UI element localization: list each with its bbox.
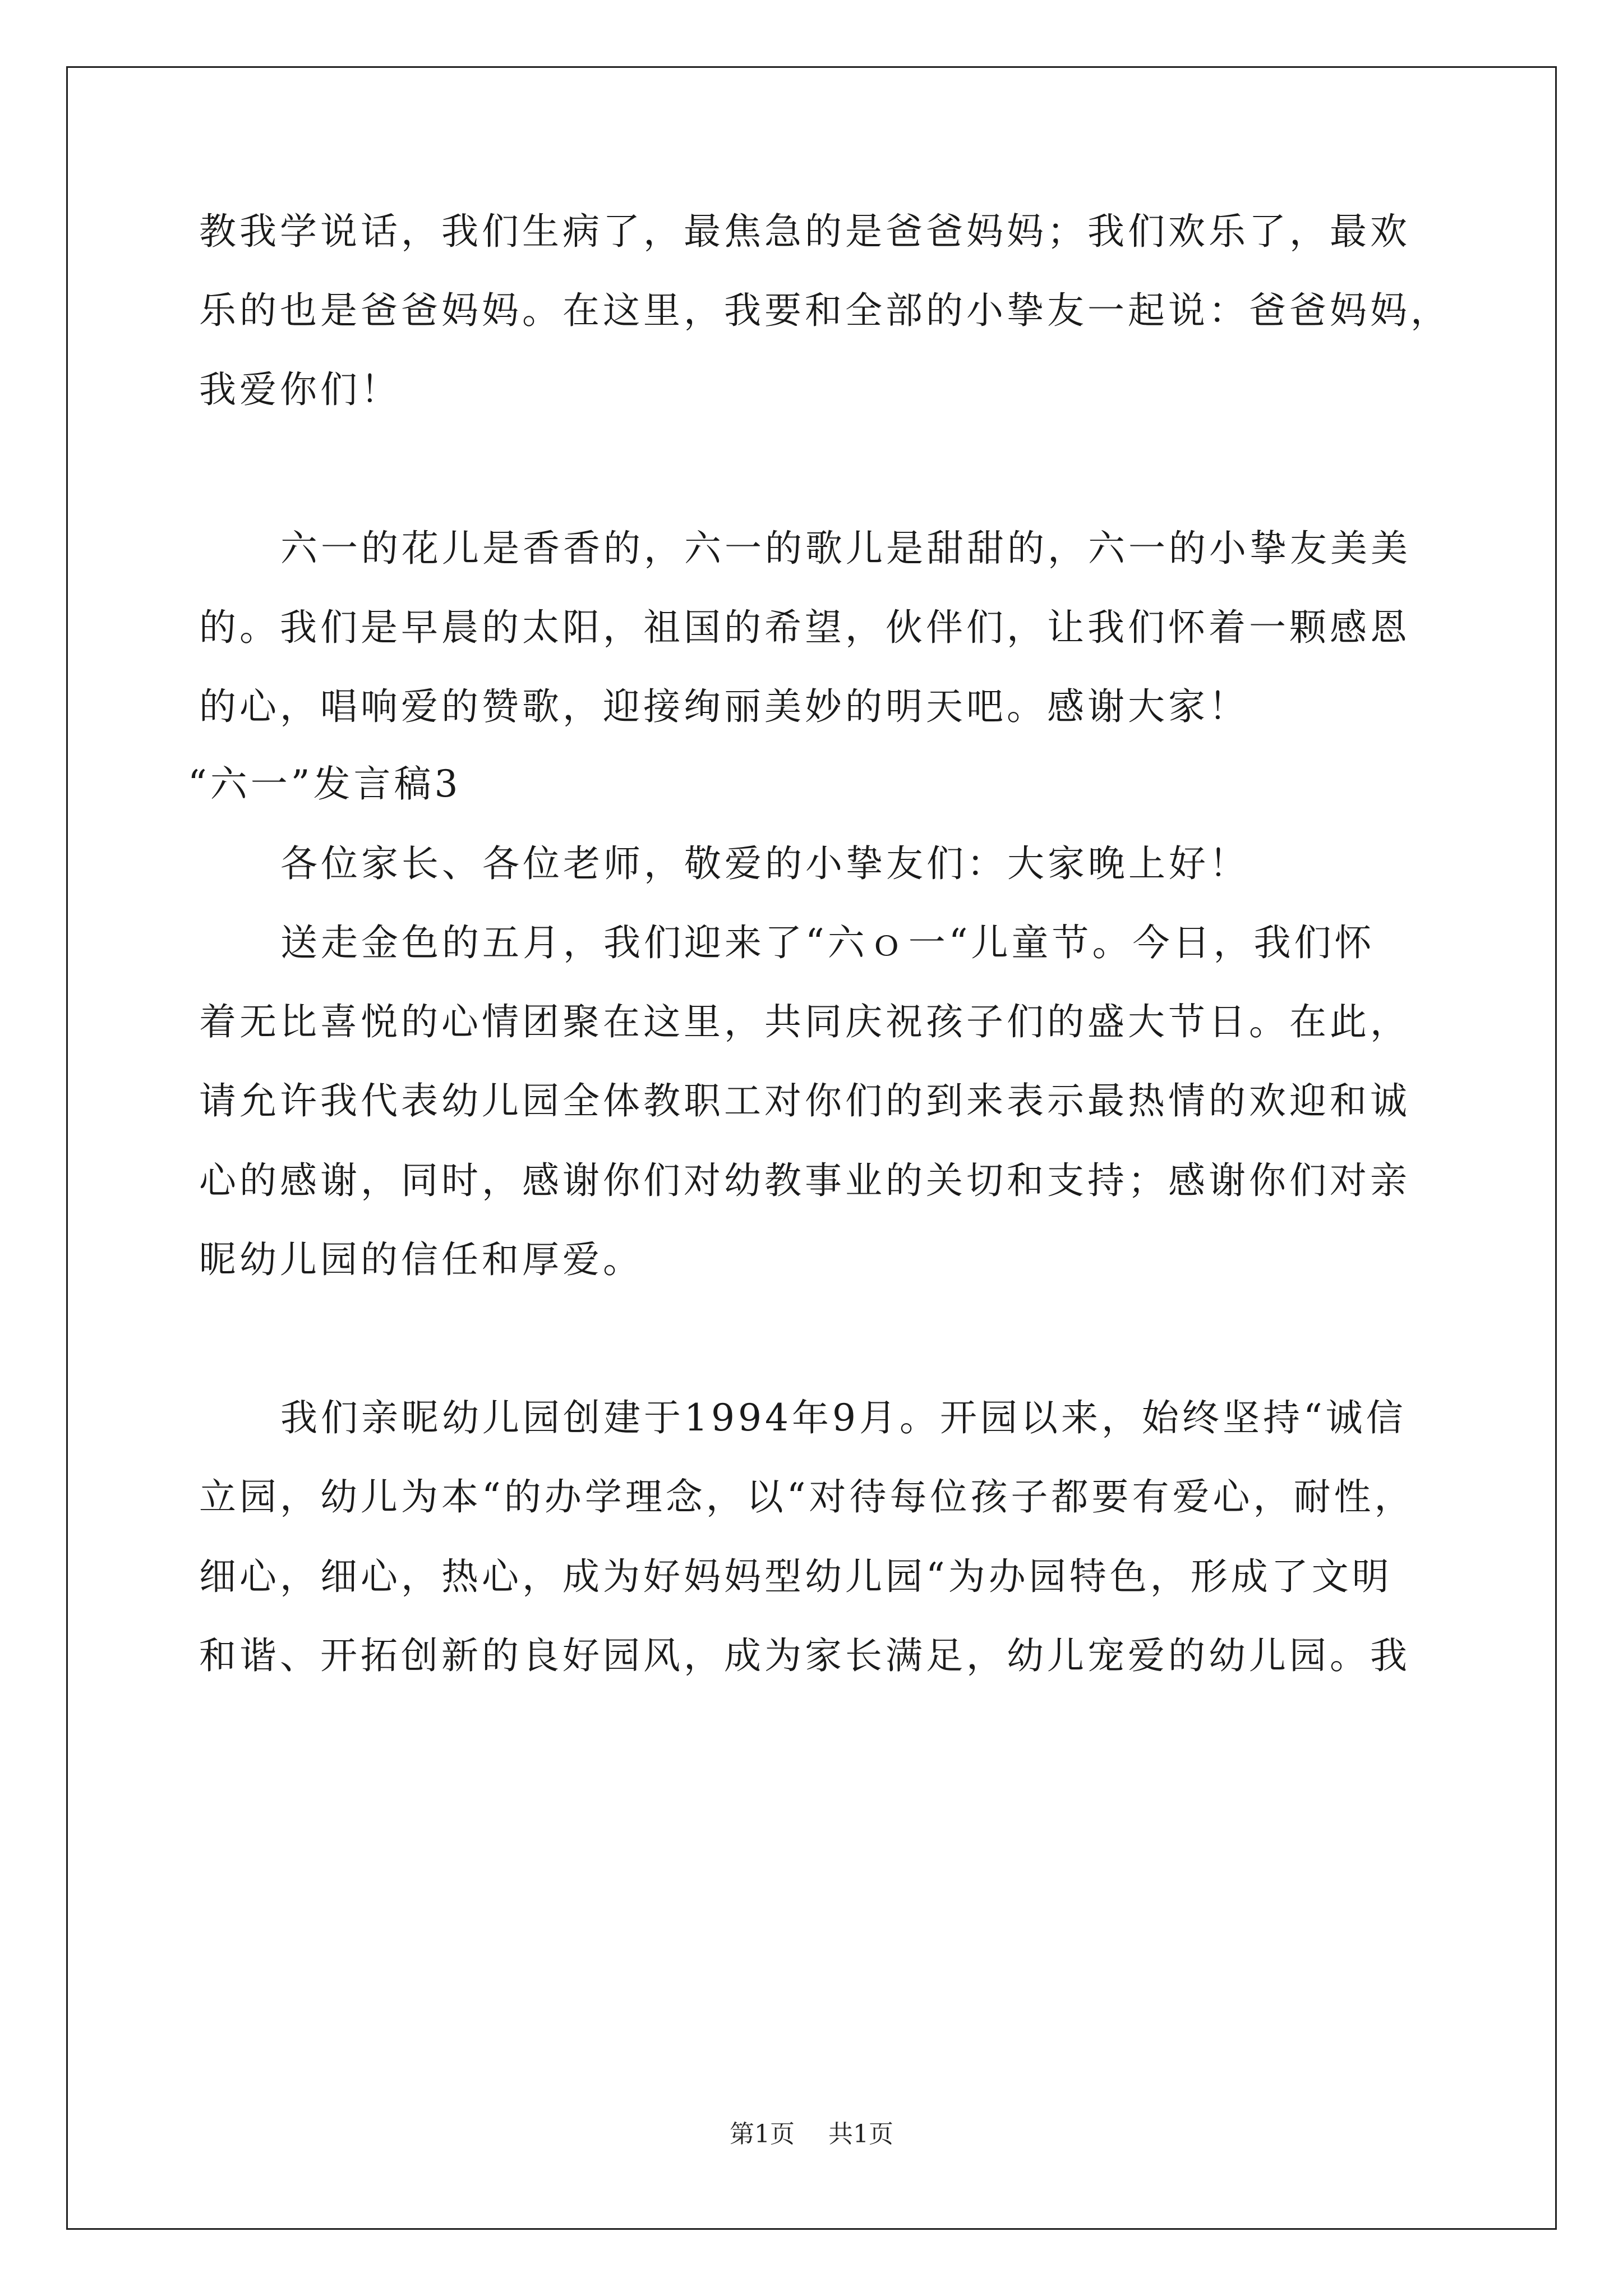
page-number: 第1页 (730, 2120, 795, 2148)
text-line: 请允许我代表幼儿园全体教职工对你们的到来表示最热情的欢迎和诚 (199, 1079, 1410, 1122)
page-footer (0, 2114, 1623, 2150)
text-line: 着无比喜悦的心情团聚在这里，共同庆祝孩子们的盛大节日。在此， (199, 1000, 1410, 1043)
text-line: 的心，唱响爱的赞歌，迎接绚丽美妙的明天吧。感谢大家！ (199, 685, 1249, 728)
section-heading: “六一”发言稿3 (188, 762, 462, 806)
paragraph-first-line: 我们亲昵幼儿园创建于1994年9月。开园以来，始终坚持“诚信 (280, 1396, 1407, 1439)
text-line: 和谐、开拓创新的良好园风，成为家长满足，幼儿宠爱的幼儿园。我 (199, 1634, 1410, 1677)
paragraph-first-line: 各位家长、各位老师，敬爱的小挚友们：大家晚上好！ (280, 842, 1249, 885)
text-line: 细心，细心，热心，成为好妈妈型幼儿园“为办园特色，形成了文明 (199, 1555, 1393, 1598)
page-total: 共1页 (828, 2120, 893, 2148)
text-line: 我爱你们！ (199, 368, 401, 411)
text-line: 的。我们是早晨的太阳，祖国的希望，伙伴们，让我们怀着一颗感恩 (199, 606, 1410, 649)
text-line: 立园，幼儿为本“的办学理念，以“对待每位孩子都要有爱心，耐性， (199, 1475, 1415, 1519)
text-line: 乐的也是爸爸妈妈。在这里，我要和全部的小挚友一起说：爸爸妈妈， (199, 289, 1451, 332)
text-line: 心的感谢，同时，感谢你们对幼教事业的关切和支持；感谢你们对亲 (199, 1159, 1410, 1202)
text-line: 教我学说话，我们生病了，最焦急的是爸爸妈妈；我们欢乐了，最欢 (199, 210, 1410, 253)
paragraph-first-line: 六一的花儿是香香的，六一的歌儿是甜甜的，六一的小挚友美美 (280, 527, 1411, 570)
text-line: 昵幼儿园的信任和厚爱。 (199, 1238, 643, 1281)
paragraph-first-line: 送走金色的五月，我们迎来了“六ｏ一“儿童节。今日，我们怀 (280, 921, 1375, 964)
